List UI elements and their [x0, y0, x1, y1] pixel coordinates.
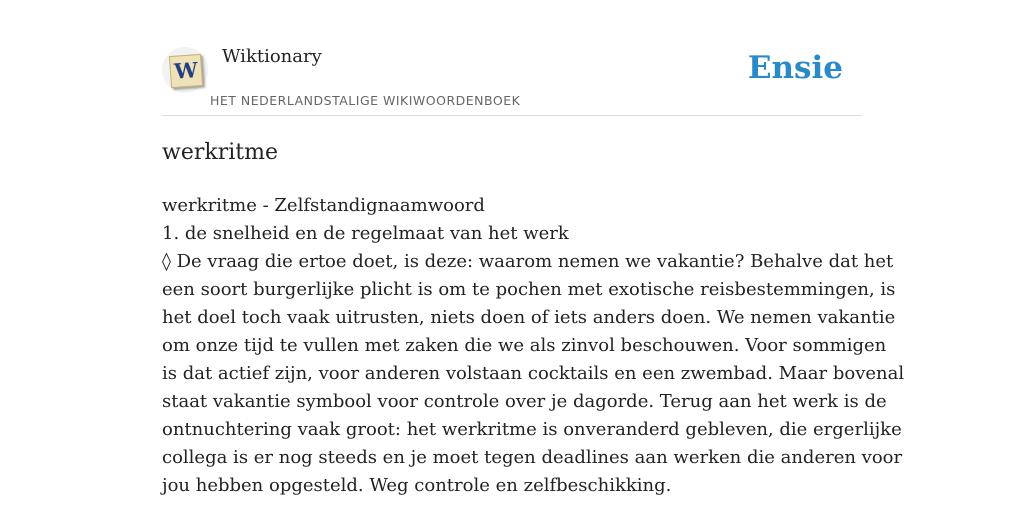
example-line: jou hebben opgesteld. Weg controle en zelfbeschikking.: [162, 475, 672, 496]
wiktionary-logo[interactable]: [162, 47, 208, 93]
logo-tile: [169, 54, 203, 88]
page-title: werkritme: [162, 140, 278, 165]
entry-body: [162, 192, 905, 500]
example-line: het doel toch vaak uitrusten, niets doen of iets anders doen. We nemen vakantie: [162, 307, 896, 328]
definition-line: 1. de snelheid en de regelmaat van het werk: [162, 223, 569, 244]
site-name[interactable]: Wiktionary: [222, 46, 322, 67]
example-line: ◊ De vraag die ertoe doet, is deze: waarom nemen we vakantie? Behalve dat het: [162, 251, 894, 272]
header-divider: [162, 115, 862, 116]
part-of-speech-line: werkritme - Zelfstandignaamwoord: [162, 195, 485, 216]
example-line: staat vakantie symbool voor controle over je dagorde. Terug aan het werk is de: [162, 391, 887, 412]
example-line: is dat actief zijn, voor anderen volstaan cocktails en een zwembad. Maar bovenal: [162, 363, 905, 384]
example-line: om onze tijd te vullen met zaken die we als zinvol beschouwen. Voor sommigen: [162, 335, 887, 356]
example-line: ontnuchtering vaak groot: het werkritme is onveranderd gebleven, die ergerlijke: [162, 419, 902, 440]
site-tagline: HET NEDERLANDSTALIGE WIKIWOORDENBOEK: [210, 93, 521, 108]
example-line: collega is er nog steeds en je moet tegen deadlines aan werken die anderen voor: [162, 447, 903, 468]
ensie-brand-logo[interactable]: Ensie: [747, 50, 843, 86]
example-line: een soort burgerlijke plicht is om te pochen met exotische reisbestemmingen, is: [162, 279, 896, 300]
logo-letter: W: [173, 57, 199, 84]
